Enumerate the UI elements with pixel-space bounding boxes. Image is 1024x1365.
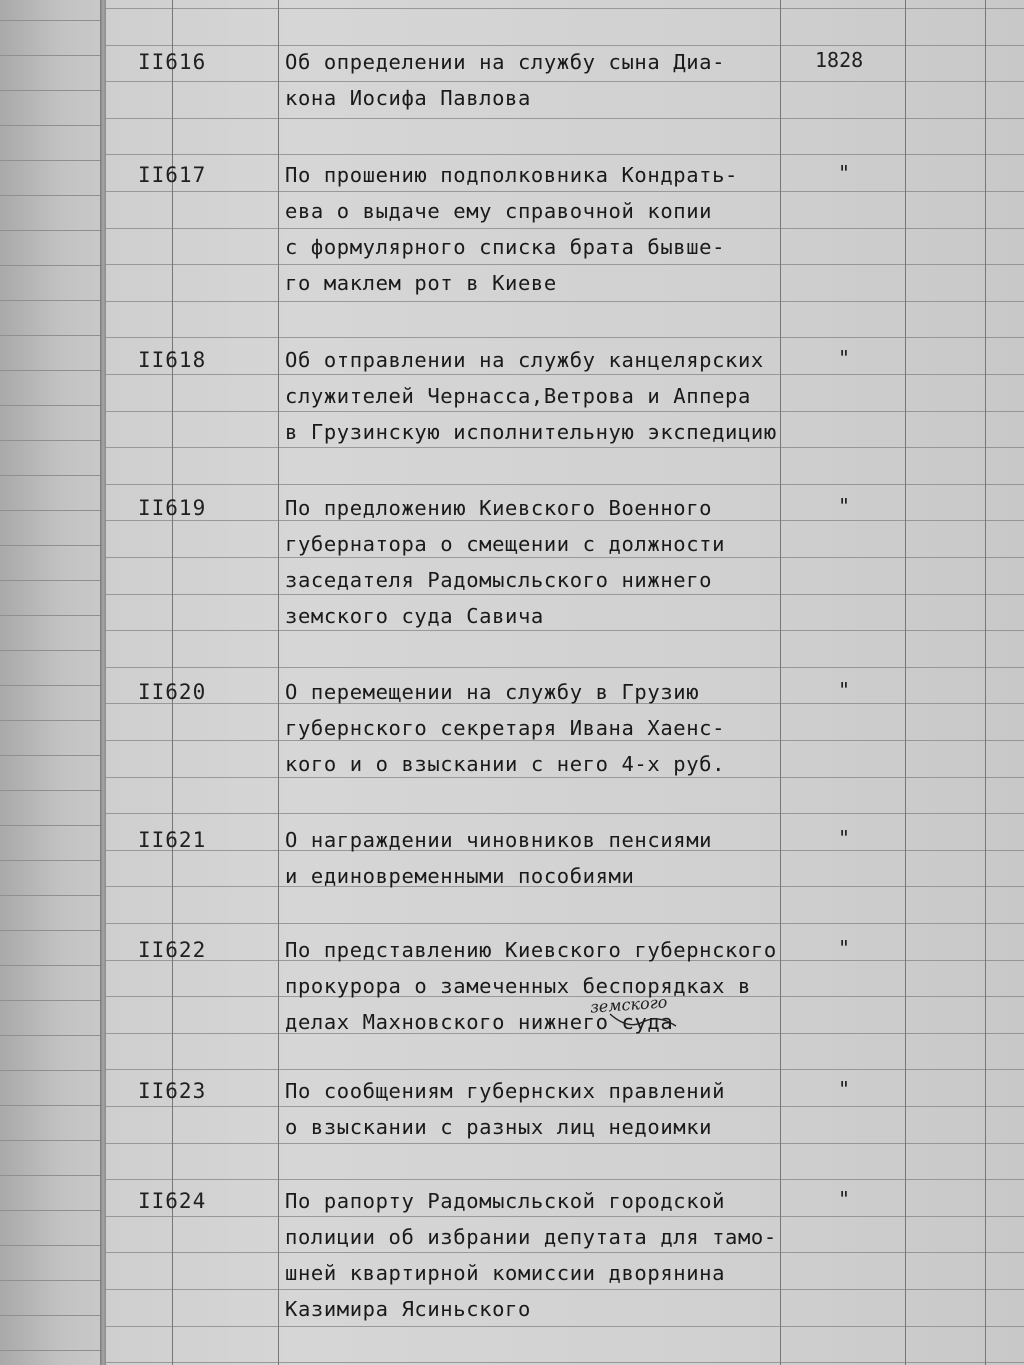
entry-title-line: земского суда Савича (285, 604, 544, 628)
entry-title-line: полиции об избрании депутата для тамо- (285, 1225, 777, 1249)
facing-page-rule (0, 1280, 100, 1281)
date-ditto-mark: " (838, 494, 851, 518)
date-ditto-mark: " (838, 1187, 851, 1211)
entry-title (285, 1073, 845, 1145)
facing-page-rule (0, 580, 100, 581)
ruled-line (105, 1362, 1024, 1363)
facing-page-rule (0, 615, 100, 616)
entry-title-line: По предложению Киевского Военного (285, 496, 713, 520)
ruled-line (105, 1179, 1024, 1180)
facing-page-rule (0, 335, 100, 336)
entry-title-line: Казимира Ясиньского (285, 1297, 531, 1321)
date-ditto-mark: " (838, 678, 851, 702)
entry-title-line: По представлению Киевского губернского (285, 938, 777, 962)
ruled-line (105, 118, 1024, 119)
ruled-line (105, 1069, 1024, 1070)
entry-title (285, 157, 845, 301)
ruled-line (105, 337, 1024, 338)
facing-page-rule (0, 860, 100, 861)
entry-title-line: кона Иосифа Павлова (285, 86, 531, 110)
facing-page-rule (0, 965, 100, 966)
facing-page-rule (0, 90, 100, 91)
facing-page-rule (0, 1000, 100, 1001)
ruled-line (105, 8, 1024, 9)
entry-title (285, 932, 845, 1040)
facing-page-rule (0, 195, 100, 196)
entry-number: II616 (138, 50, 207, 74)
entry-number: II624 (138, 1189, 207, 1213)
entry-number: II618 (138, 348, 207, 372)
entry-title-line: Об определении на службу сына Диа- (285, 50, 726, 74)
ruled-line (105, 923, 1024, 924)
entry-title (285, 342, 845, 450)
entry-title-line: шней квартирной комиссии дворянина (285, 1261, 726, 1285)
entry-title (285, 1183, 845, 1327)
entry-title-line: в Грузинскую исполнительную экспедицию (285, 420, 777, 444)
entry-date: 1828 (815, 48, 864, 72)
entry-number: II617 (138, 163, 207, 187)
entry-title-line: с формулярного списка брата бывше- (285, 235, 726, 259)
entry-title-line: губернского секретаря Ивана Хаенс- (285, 716, 726, 740)
facing-page-rule (0, 1350, 100, 1351)
ruled-line (105, 813, 1024, 814)
column-divider-pages (905, 0, 906, 1365)
entry-number: II619 (138, 496, 207, 520)
facing-page-rule (0, 1035, 100, 1036)
entry-title-line: заседателя Радомысльского нижнего (285, 568, 713, 592)
facing-page-rule (0, 265, 100, 266)
entry-title-line: Об отправлении на службу канцелярских (285, 348, 764, 372)
facing-page-rule (0, 755, 100, 756)
column-divider-notes (985, 0, 986, 1365)
facing-page-rule (0, 895, 100, 896)
facing-page-rule (0, 1315, 100, 1316)
facing-page-rule (0, 1140, 100, 1141)
book-binding (100, 0, 106, 1365)
facing-page-rule (0, 160, 100, 161)
facing-page-rule (0, 300, 100, 301)
entry-title-line: По прошению подполковника Кондрать- (285, 163, 738, 187)
entry-title (285, 674, 845, 782)
entry-title-line: о взыскании с разных лиц недоимки (285, 1115, 713, 1139)
ruled-line (105, 301, 1024, 302)
entry-number: II623 (138, 1079, 207, 1103)
entry-title-line: делах Махновского нижнего суда (285, 1010, 674, 1034)
facing-page-rule (0, 720, 100, 721)
column-divider-title (278, 0, 279, 1365)
facing-page-rule (0, 1070, 100, 1071)
date-ditto-mark: " (838, 936, 851, 960)
date-ditto-mark: " (838, 826, 851, 850)
entry-title-line: и единовременными пособиями (285, 864, 635, 888)
ruled-line (105, 667, 1024, 668)
entry-number: II621 (138, 828, 207, 852)
entry-title-line: По сообщениям губернских правлений (285, 1079, 726, 1103)
facing-page-edge (0, 0, 105, 1365)
ruled-line (105, 484, 1024, 485)
facing-page-rule (0, 20, 100, 21)
facing-page-rule (0, 825, 100, 826)
entry-title-line: О награждении чиновников пенсиями (285, 828, 713, 852)
facing-page-rule (0, 790, 100, 791)
entry-title-line: кого и о взыскании с него 4-х руб. (285, 752, 726, 776)
facing-page-rule (0, 1175, 100, 1176)
insertion-caret-mark (608, 1012, 678, 1030)
facing-page-rule (0, 1210, 100, 1211)
facing-page-rule (0, 125, 100, 126)
entry-title-line: ева о выдаче ему справочной копии (285, 199, 713, 223)
entry-title-line: го маклем рот в Киеве (285, 271, 557, 295)
facing-page-rule (0, 230, 100, 231)
facing-page-rule (0, 55, 100, 56)
entry-title (285, 44, 845, 116)
facing-page-rule (0, 545, 100, 546)
entry-title (285, 822, 845, 894)
entry-number: II620 (138, 680, 207, 704)
facing-page-rule (0, 650, 100, 651)
facing-page-rule (0, 510, 100, 511)
facing-page-rule (0, 1105, 100, 1106)
facing-page-rule (0, 685, 100, 686)
entry-title-line: По рапорту Радомысльской городской (285, 1189, 726, 1213)
entry-number: II622 (138, 938, 207, 962)
entry-title-line: губернатора о смещении с должности (285, 532, 726, 556)
date-ditto-mark: " (838, 1077, 851, 1101)
entry-title-line: прокурора о замеченных беспорядках в (285, 974, 751, 998)
facing-page-rule (0, 370, 100, 371)
date-ditto-mark: " (838, 346, 851, 370)
entry-title (285, 490, 845, 634)
facing-page-rule (0, 930, 100, 931)
date-ditto-mark: " (838, 161, 851, 185)
facing-page-rule (0, 440, 100, 441)
entry-title-line: служителей Чернасса,Ветрова и Аппера (285, 384, 751, 408)
handwritten-insertion: земского (589, 992, 668, 1017)
ruled-line (105, 154, 1024, 155)
facing-page-rule (0, 475, 100, 476)
facing-page-rule (0, 1245, 100, 1246)
entry-title-line: О перемещении на службу в Грузию (285, 680, 700, 704)
facing-page-rule (0, 405, 100, 406)
